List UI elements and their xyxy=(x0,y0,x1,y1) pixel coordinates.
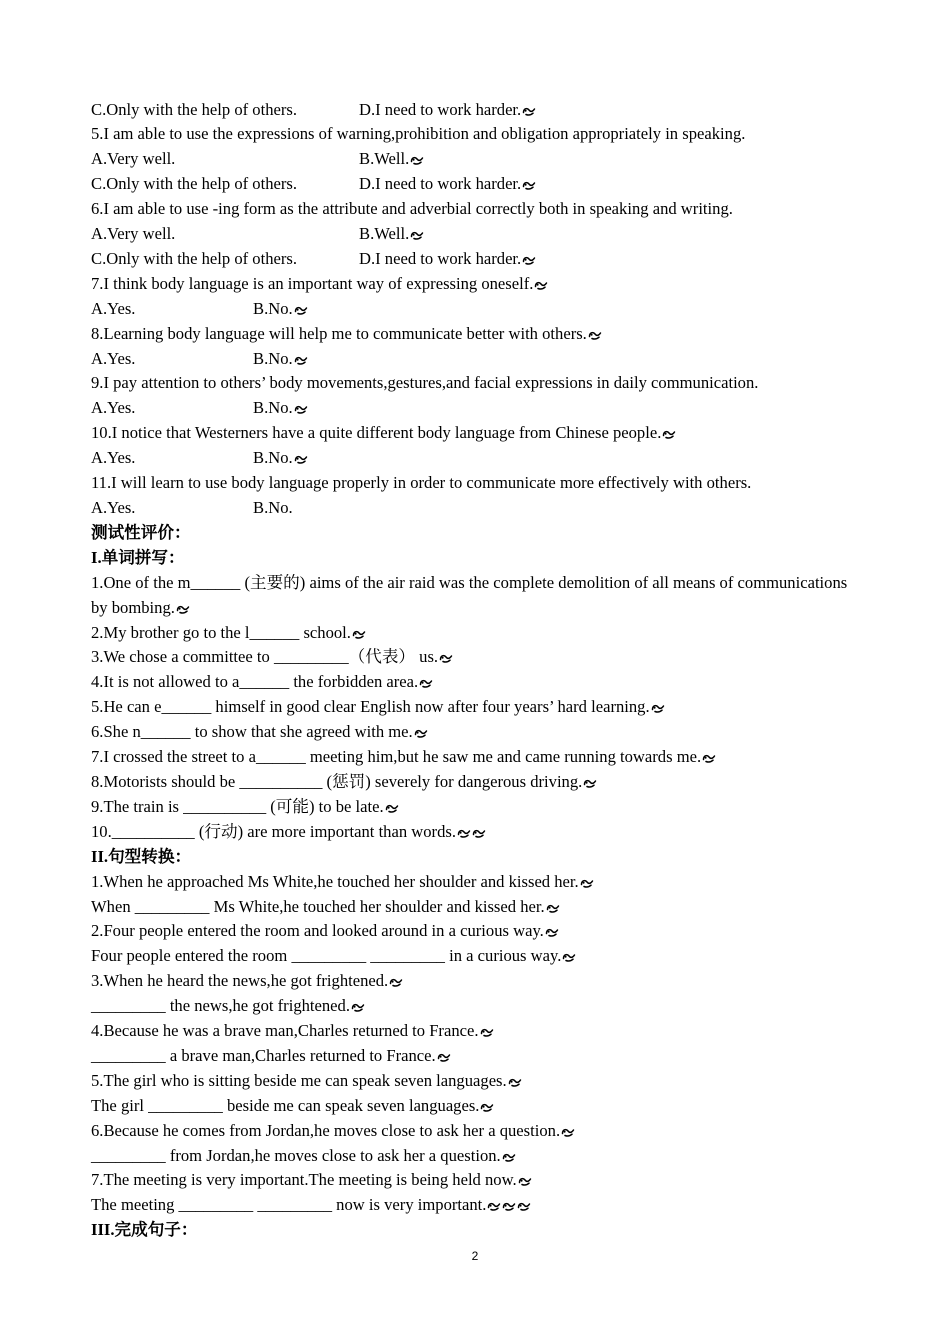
rewrite-sentence: _________ from Jordan,he moves close to ask her a question. xyxy=(91,1145,501,1165)
section-heading xyxy=(91,1218,931,1243)
swirl-icon xyxy=(651,703,665,713)
option-b-wrap xyxy=(253,496,293,521)
option-a: A.Yes. xyxy=(91,398,136,418)
rewrite-sentence: Four people entered the room _________ _________ in a curious way. xyxy=(91,946,562,966)
exercise-text: 4.It is not allowed to a______ the forbidden area. xyxy=(91,672,419,692)
swirl-icon xyxy=(419,678,433,688)
option-row xyxy=(91,496,931,521)
swirl-icon xyxy=(176,604,190,614)
option-a: A.Yes. xyxy=(91,348,136,368)
option-b: B.Well. xyxy=(359,224,410,244)
exercise-line xyxy=(91,745,931,770)
original-sentence: 3.When he heard the news,he got frightened. xyxy=(91,971,389,991)
option-row xyxy=(91,147,931,172)
exercise-text: 10.__________ (行动) are more important than words. xyxy=(91,821,456,841)
exercise-line xyxy=(91,820,931,845)
swirl-icon xyxy=(522,180,536,190)
question-text: 9.I pay attention to others’ body movements,gestures,and facial expressions in daily communication. xyxy=(91,373,759,393)
exercise-line xyxy=(91,621,931,646)
rewrite-sentence: The meeting _________ _________ now is very important. xyxy=(91,1195,487,1215)
swirl-icon xyxy=(389,977,403,987)
transform-title: II.句型转换： xyxy=(91,846,192,866)
exercise-text: 6.She n______ to show that she agreed with me. xyxy=(91,722,413,742)
page-content xyxy=(91,98,931,1244)
exercise-line xyxy=(91,944,931,969)
question-line xyxy=(91,322,931,347)
option-d-wrap xyxy=(359,98,536,123)
option-b: B.No. xyxy=(253,298,293,318)
option-row xyxy=(91,222,931,247)
section-heading xyxy=(91,845,931,870)
option-c: C.Only with the help of others. xyxy=(91,99,298,119)
option-row xyxy=(91,347,931,372)
exercise-text: 7.I crossed the street to a______ meeting him,but he saw me and came running towards me. xyxy=(91,747,702,767)
exercise-line xyxy=(91,1144,931,1169)
option-c: C.Only with the help of others. xyxy=(91,174,298,194)
option-b: B.No. xyxy=(253,498,293,517)
option-b: B.No. xyxy=(253,398,293,418)
option-d: D.I need to work harder. xyxy=(359,174,522,194)
swirl-icon xyxy=(294,404,308,414)
option-b: B.No. xyxy=(253,448,293,468)
swirl-icon xyxy=(580,878,594,888)
original-sentence: 5.The girl who is sitting beside me can speak seven languages. xyxy=(91,1070,507,1090)
exercise-line xyxy=(91,770,931,795)
option-b-wrap xyxy=(359,147,424,172)
swirl-icon xyxy=(472,828,486,838)
option-b: B.Well. xyxy=(359,149,410,169)
question-line xyxy=(91,197,931,222)
question-line xyxy=(91,371,931,396)
rewrite-sentence: _________ the news,he got frightened. xyxy=(91,996,350,1016)
swirl-icon xyxy=(502,1152,516,1162)
swirl-icon xyxy=(517,1201,531,1211)
option-d: D.I need to work harder. xyxy=(359,99,522,119)
option-row xyxy=(91,98,931,123)
swirl-icon xyxy=(480,1027,494,1037)
exercise-line xyxy=(91,1119,931,1144)
swirl-icon xyxy=(414,728,428,738)
swirl-icon xyxy=(294,454,308,464)
option-b-wrap xyxy=(253,446,308,471)
question-line xyxy=(91,272,931,297)
exercise-text: 8.Motorists should be __________ (惩罚) severely for dangerous driving. xyxy=(91,771,583,791)
swirl-icon xyxy=(439,653,453,663)
section-heading xyxy=(91,521,931,546)
original-sentence: 7.The meeting is very important.The meeting is being held now. xyxy=(91,1170,517,1190)
exercise-text: 9.The train is __________ (可能) to be late. xyxy=(91,796,384,816)
exercise-line xyxy=(91,1094,931,1119)
exercise-line xyxy=(91,969,931,994)
question-text: 7.I think body language is an important way of expressing oneself. xyxy=(91,273,534,293)
swirl-icon xyxy=(457,828,471,838)
option-d: D.I need to work harder. xyxy=(359,248,522,268)
exercise-line xyxy=(91,1044,931,1069)
exercise-line xyxy=(91,1069,931,1094)
option-a: A.Very well. xyxy=(91,224,176,244)
exercise-line xyxy=(91,1193,931,1218)
exercise-text: 5.He can e______ himself in good clear English now after four years’ hard learning. xyxy=(91,697,650,717)
exercise-text: 1.One of the m______ (主要的) aims of the air raid was the complete demolition of all means of communications xyxy=(91,572,848,592)
exercise-line xyxy=(91,695,931,720)
question-line xyxy=(91,122,931,147)
swirl-icon xyxy=(502,1201,516,1211)
option-d-wrap xyxy=(359,247,536,272)
exercise-text: 2.My brother go to the l______ school. xyxy=(91,622,351,642)
exercise-line xyxy=(91,919,931,944)
option-row xyxy=(91,446,931,471)
exercise-line xyxy=(91,670,931,695)
swirl-icon xyxy=(546,903,560,913)
option-a: A.Very well. xyxy=(91,149,176,169)
swirl-icon xyxy=(410,155,424,165)
original-sentence: 4.Because he was a brave man,Charles returned to France. xyxy=(91,1021,479,1041)
test-title: 测试性评价： xyxy=(91,522,191,542)
question-text: 6.I am able to use -ing form as the attribute and adverbial correctly both in speaking and writing. xyxy=(91,199,733,219)
rewrite-sentence: When _________ Ms White,he touched her shoulder and kissed her. xyxy=(91,896,545,916)
swirl-icon xyxy=(588,330,602,340)
question-line xyxy=(91,471,931,496)
swirl-icon xyxy=(294,305,308,315)
option-row xyxy=(91,396,931,421)
exercise-line xyxy=(91,870,931,895)
option-d-wrap xyxy=(359,172,536,197)
option-a: A.Yes. xyxy=(91,298,136,318)
question-text: 5.I am able to use the expressions of warning,prohibition and obligation appropriately in speaking. xyxy=(91,124,746,144)
option-a: A.Yes. xyxy=(91,498,136,517)
original-sentence: 2.Four people entered the room and looked around in a curious way. xyxy=(91,921,544,941)
rewrite-sentence: The girl _________ beside me can speak seven languages. xyxy=(91,1095,480,1115)
exercise-text: 3.We chose a committee to _________（代表） us. xyxy=(91,647,439,667)
option-b: B.No. xyxy=(253,348,293,368)
exercise-text: by bombing. xyxy=(91,597,175,617)
option-b-wrap xyxy=(253,347,308,372)
question-text: 11.I will learn to use body language properly in order to communicate more effectively with others. xyxy=(91,473,752,493)
swirl-icon xyxy=(545,927,559,937)
option-a: A.Yes. xyxy=(91,448,136,468)
exercise-line xyxy=(91,895,931,920)
swirl-icon xyxy=(518,1176,532,1186)
original-sentence: 6.Because he comes from Jordan,he moves close to ask her a question. xyxy=(91,1120,561,1140)
section-heading xyxy=(91,546,931,571)
option-row xyxy=(91,297,931,322)
question-text: 8.Learning body language will help me to communicate better with others. xyxy=(91,323,587,343)
question-line xyxy=(91,421,931,446)
swirl-icon xyxy=(522,255,536,265)
swirl-icon xyxy=(522,106,536,116)
swirl-icon xyxy=(294,355,308,365)
exercise-line xyxy=(91,994,931,1019)
swirl-icon xyxy=(561,1127,575,1137)
original-sentence: 1.When he approached Ms White,he touched her shoulder and kissed her. xyxy=(91,871,579,891)
exercise-line xyxy=(91,571,931,596)
question-text: 10.I notice that Westerners have a quite different body language from Chinese people. xyxy=(91,423,662,443)
swirl-icon xyxy=(662,429,676,439)
exercise-line xyxy=(91,645,931,670)
option-c: C.Only with the help of others. xyxy=(91,248,298,268)
exercise-line xyxy=(91,1168,931,1193)
exercise-line xyxy=(91,795,931,820)
completion-title: III.完成句子： xyxy=(91,1220,198,1240)
exercise-line xyxy=(91,1019,931,1044)
page-number: 2 xyxy=(471,1249,479,1263)
swirl-icon xyxy=(508,1077,522,1087)
swirl-icon xyxy=(534,280,548,290)
exercise-line xyxy=(91,596,931,621)
rewrite-sentence: _________ a brave man,Charles returned to France. xyxy=(91,1045,436,1065)
option-row xyxy=(91,247,931,272)
option-b-wrap xyxy=(359,222,424,247)
swirl-icon xyxy=(385,803,399,813)
swirl-icon xyxy=(351,1002,365,1012)
swirl-icon xyxy=(562,952,576,962)
option-b-wrap xyxy=(253,396,308,421)
swirl-icon xyxy=(410,230,424,240)
swirl-icon xyxy=(702,753,716,763)
exercise-line xyxy=(91,720,931,745)
option-row xyxy=(91,172,931,197)
swirl-icon xyxy=(352,629,366,639)
option-b-wrap xyxy=(253,297,308,322)
swirl-icon xyxy=(487,1201,501,1211)
swirl-icon xyxy=(583,778,597,788)
spelling-title: I.单词拼写： xyxy=(91,547,185,567)
swirl-icon xyxy=(480,1102,494,1112)
swirl-icon xyxy=(437,1052,451,1062)
